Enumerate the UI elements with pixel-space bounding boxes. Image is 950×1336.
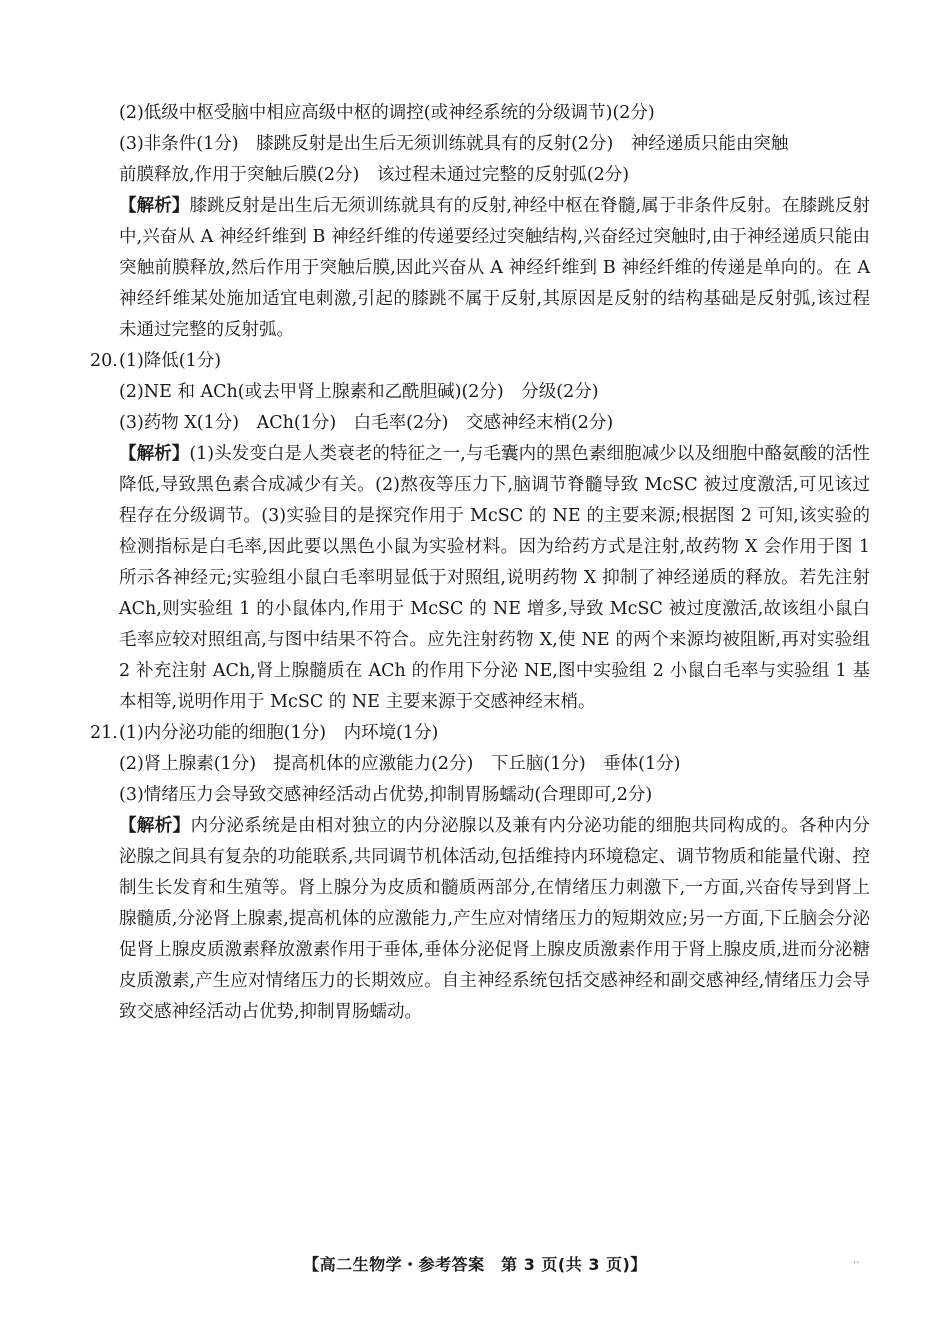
- q21-answer-2: (2)肾上腺素(1分) 提高机体的应激能力(2分) 下丘脑(1分) 垂体(1分): [119, 754, 681, 774]
- q19-answer-3-line1: (3)非条件(1分) 膝跳反射是出生后无须训练就具有的反射(2分) 神经递质只能由突触: [119, 134, 789, 154]
- q19-analysis: [90, 191, 870, 346]
- q21-analysis: [90, 811, 870, 1028]
- q21-answer-1: [90, 718, 870, 749]
- q20-analysis-text: (1)头发变白是人类衰老的特征之一,与毛囊内的黑色素细胞减少以及细胞中酪氨酸的活性降低,导致黑色素合成减少有关。(2)熬夜等压力下,脑调节脊髓导致 McSC 被过度激活,可见该过程存在分级调节。(3)实验目的是探究作用于 McSC 的 NE 的主要来源;根据图 2 可知,该实验的检测指标是白毛率,因此要以黑色小鼠为实验材料。因为给药方式是注射,故药物 X 会作用于图 1 所示各神经元;实验组小鼠白毛率明显低于对照组,说明药物 X 抑制了神经递质的释放。若先注射 ACh,则实验组 1 的小鼠体内,作用于 McSC 的 NE 增多,导致 McSC 被过度激活,故该组小鼠白毛率应较对照组高,与图中结果不符合。应先注射药物 X,使 NE 的两个来源均被阻断,再对实验组 2 补充注射 ACh,肾上腺髓质在 ACh 的作用下分泌 NE,图中实验组 2 小鼠白毛率与实验组 1 基本相等,说明作用于 McSC 的 NE 主要来源于交感神经末梢。: [119, 444, 871, 712]
- q21-number: 21.: [90, 723, 118, 743]
- analysis-tag: 【解析】: [119, 816, 191, 836]
- q19-analysis-text: 膝跳反射是出生后无须训练就具有的反射,神经中枢在脊髓,属于非条件反射。在膝跳反射中,兴奋从 A 神经纤维到 B 神经纤维的传递要经过突触结构,兴奋经过突触时,由于神经递质只能由突触前膜释放,然后作用于突触后膜,因此兴奋从 A 神经纤维到 B 神经纤维的传递是单向的。在 A 神经纤维某处施加适宜电刺激,引起的膝跳不属于反射,其原因是反射的结构基础是反射弧,该过程未通过完整的反射弧。: [119, 196, 870, 340]
- q20-answer-1: [90, 346, 870, 377]
- q20-answer-2: (2)NE 和 ACh(或去甲肾上腺素和乙酰胆碱)(2分) 分级(2分): [119, 382, 599, 402]
- page-footer: 【高二生物学・参考答案 第 3 页(共 3 页)】: [303, 1255, 647, 1274]
- q20-answer-1-text: (1)降低(1分): [119, 351, 222, 371]
- q20-number: 20.: [90, 351, 118, 371]
- answer-content: [90, 98, 870, 1028]
- q21-answer-3: (3)情绪压力会导致交感神经活动占优势,抑制胃肠蠕动(合理即可,2分): [119, 785, 653, 805]
- q20-answer-3: (3)药物 X(1分) ACh(1分) 白毛率(2分) 交感神经末梢(2分): [119, 413, 614, 433]
- q21-analysis-text: 内分泌系统是由相对独立的内分泌腺以及兼有内分泌功能的细胞共同构成的。各种内分泌腺之间具有复杂的功能联系,共同调节机体活动,包括维持内环境稳定、调节物质和能量代谢、控制生长发育和生殖等。肾上腺分为皮质和髓质两部分,在情绪压力刺激下,一方面,兴奋传导到肾上腺髓质,分泌肾上腺素,提高机体的应激能力,产生应对情绪压力的短期效应;另一方面,下丘脑会分泌促肾上腺皮质激素释放激素作用于垂体,垂体分泌促肾上腺皮质激素作用于肾上腺皮质,进而分泌糖皮质激素,产生应对情绪压力的长期效应。自主神经系统包括交感神经和副交感神经,情绪压力会导致交感神经活动占优势,抑制胃肠蠕动。: [119, 816, 870, 1022]
- q19-answer-2: (2)低级中枢受脑中相应高级中枢的调控(或神经系统的分级调节)(2分): [119, 103, 655, 123]
- analysis-tag: 【解析】: [119, 444, 190, 464]
- q20-analysis: [90, 439, 870, 718]
- q21-answer-1-text: (1)内分泌功能的细胞(1分) 内环境(1分): [119, 723, 439, 743]
- analysis-tag: 【解析】: [119, 196, 190, 216]
- q19-answer-3-line2: 前膜释放,作用于突触后膜(2分) 该过程未通过完整的反射弧(2分): [119, 165, 630, 185]
- corner-mark: ··: [853, 1258, 860, 1269]
